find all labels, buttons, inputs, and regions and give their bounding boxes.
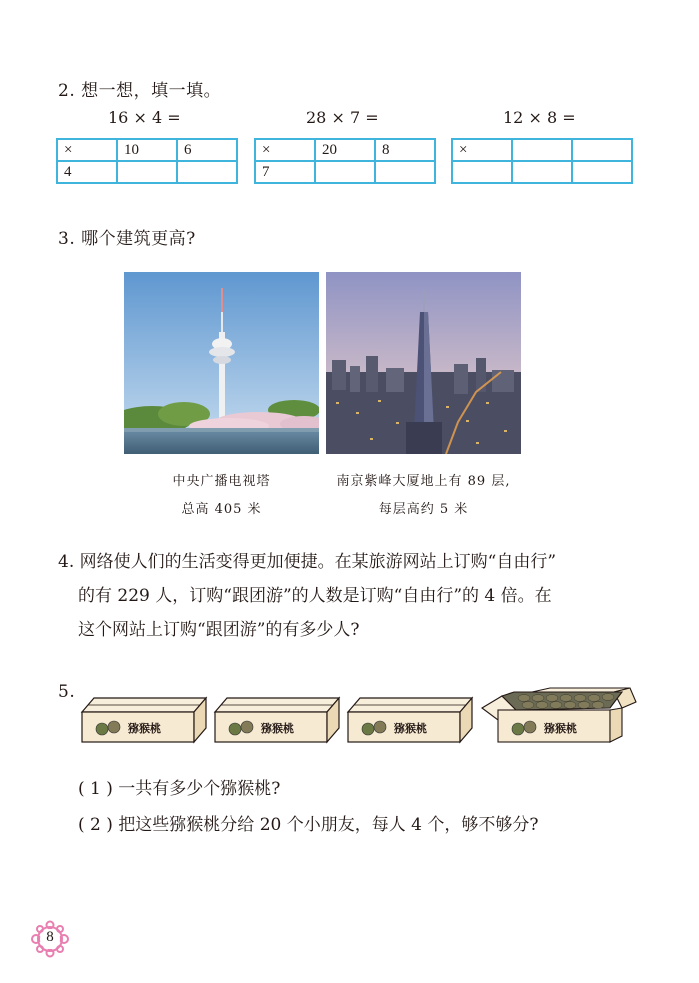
grid-cell: 4 [57,161,117,183]
grid-cell-answer[interactable] [512,161,572,183]
q2-expr-1: 16 × 4 = [108,108,181,127]
q4-line-1: 4. 网络使人们的生活变得更加便捷。在某旅游网站上订购“自由行” [58,552,557,572]
q2-title: 2. 想一想，填一填。 [58,81,222,101]
grid-cell-answer[interactable] [572,139,632,161]
grid-cell-answer[interactable] [452,161,512,183]
q5-sub-1: ( 1 ) 一共有多少个猕猴桃? [78,779,281,799]
grid-cell-answer[interactable] [177,161,237,183]
grid-cell: 6 [177,139,237,161]
kiwi-box-label: 猕猴桃 [261,722,294,735]
q4-line-2: 的有 229 人，订购“跟团游”的人数是订购“自由行”的 4 倍。在 [78,586,552,606]
tv-tower-caption-line2: 总高 405 米 [181,502,262,517]
q2-expr-2: 28 × 7 = [306,108,379,127]
kiwi-box-open [480,686,638,744]
kiwi-box-label: 猕猴桃 [128,722,161,735]
tv-tower-caption-line1: 中央广播电视塔 [172,474,271,489]
page-number-badge [28,920,72,958]
q3-title: 3. 哪个建筑更高? [58,229,196,249]
q5-sub-2: ( 2 ) 把这些猕猴桃分给 20 个小朋友，每人 4 个，够不够分? [78,815,539,835]
q2-grid-3 [451,138,633,184]
grid-cell-answer[interactable] [315,161,375,183]
zifeng-tower-photo [326,272,521,454]
kiwi-box-closed [80,696,208,744]
grid-cell: 10 [117,139,177,161]
grid-cell: 8 [375,139,435,161]
q2-grid-2 [254,138,436,184]
page-number: 8 [46,929,54,945]
q2-grid-1 [56,138,238,184]
grid-cell-answer[interactable] [117,161,177,183]
grid-cell: 20 [315,139,375,161]
kiwi-box-label: 猕猴桃 [544,722,577,735]
grid-cell-answer[interactable] [375,161,435,183]
kiwi-box-closed [346,696,474,744]
grid-cell: × [57,139,117,161]
q4-line-3: 这个网站上订购“跟团游”的有多少人? [78,620,360,640]
tv-tower-photo [124,272,319,454]
grid-cell: × [452,139,512,161]
kiwi-box-label: 猕猴桃 [394,722,427,735]
grid-cell-answer[interactable] [512,139,572,161]
grid-cell-answer[interactable] [572,161,632,183]
zifeng-caption-line2: 每层高约 5 米 [378,502,469,517]
q5-number: 5. [58,682,76,702]
kiwi-box-closed [213,696,341,744]
grid-cell: × [255,139,315,161]
zifeng-caption-line1: 南京紫峰大厦地上有 89 层, [336,474,511,489]
q2-expr-3: 12 × 8 = [503,108,576,127]
grid-cell: 7 [255,161,315,183]
